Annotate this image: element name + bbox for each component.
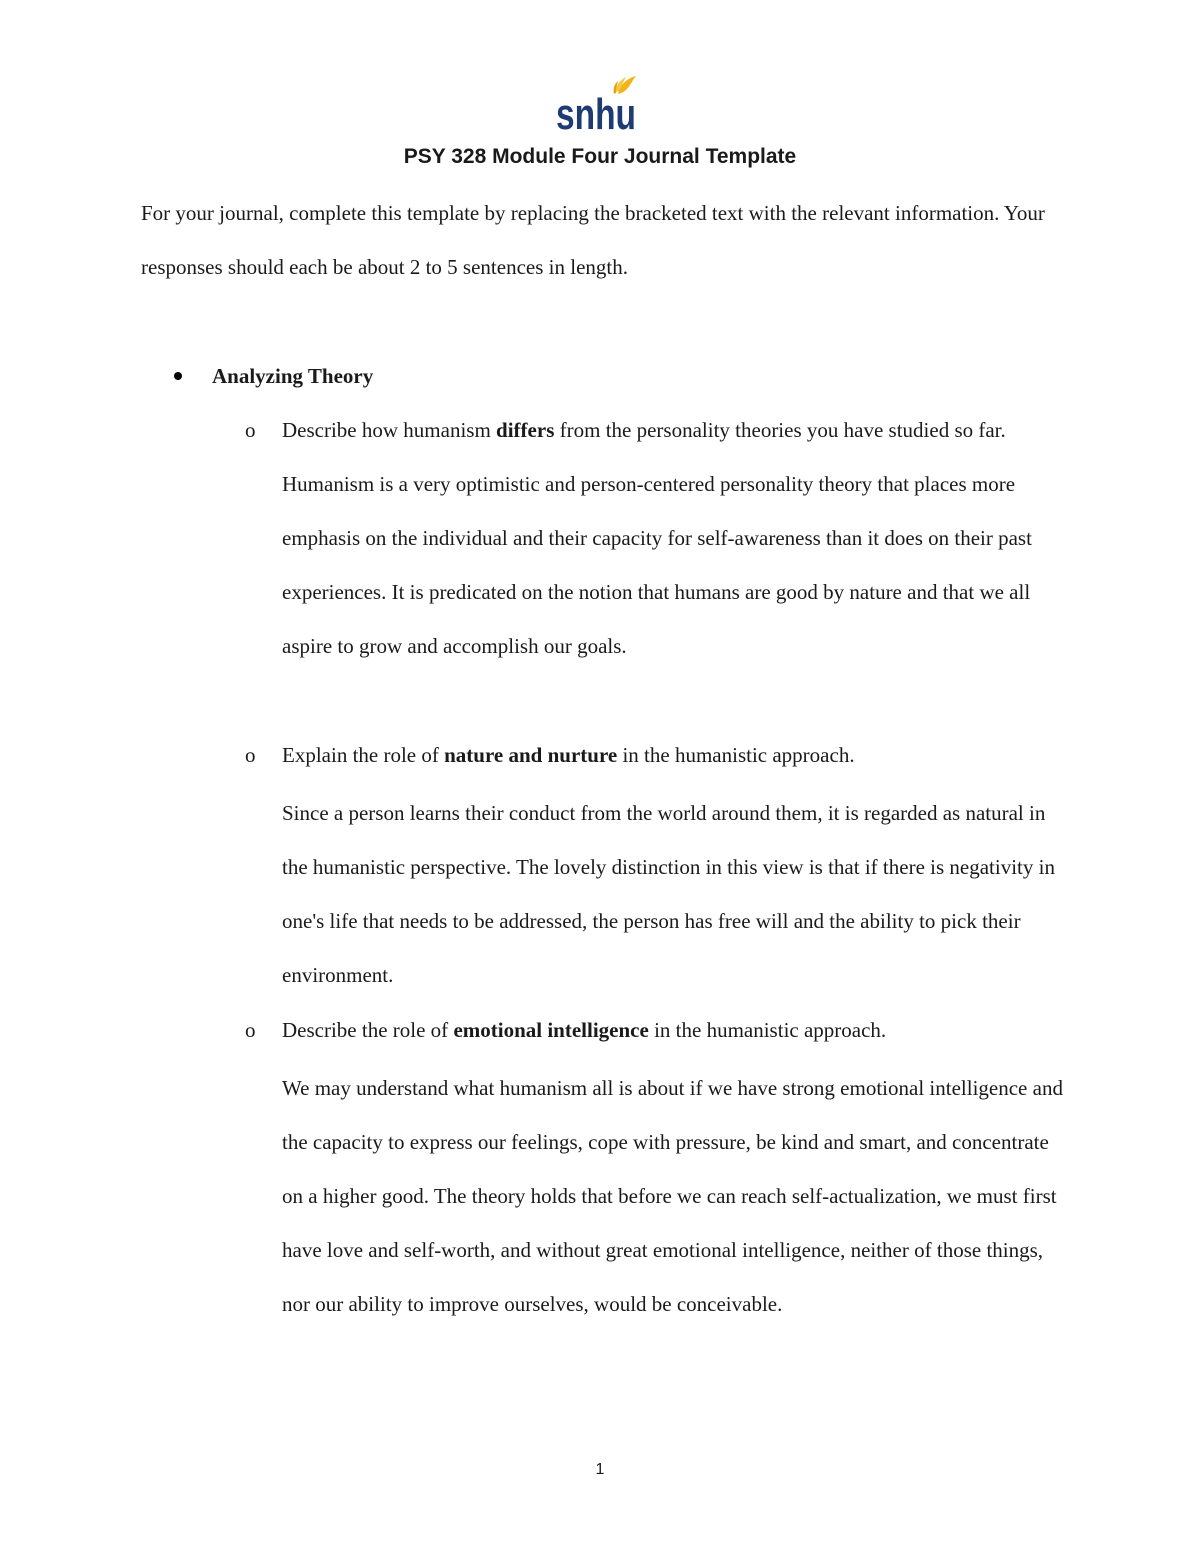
bullet-icon: [174, 372, 182, 380]
list-item-emotional-intelligence: [245, 1003, 1075, 1331]
svg-text:snhu: snhu: [556, 90, 636, 139]
prompt-text: Describe how humanism differs from the personality theories you have studied so far.: [282, 418, 1006, 442]
snhu-logo-graphic: [556, 72, 640, 139]
list-item-differs: [245, 403, 1075, 673]
sub-bullet-icon: o: [245, 743, 256, 767]
intro-paragraph: For your journal, complete this template by replacing the bracketed text with the relevant information. Your responses should each be about 2 to 5 sentences in length.: [141, 201, 1045, 279]
answer-text: Humanism is a very optimistic and person-centered personality theory that places more emphasis on the individual and their capacity for self-awareness than it does on their past experiences. It is predicated on the notion that humans are good by nature and that we all aspire to grow and accomplish our goals.: [282, 472, 1032, 658]
prompt-text: Explain the role of nature and nurture in the humanistic approach.: [282, 743, 855, 767]
page-number: 1: [595, 1461, 605, 1478]
answer-text: We may understand what humanism all is about if we have strong emotional intelligence and the capacity to express our feelings, cope with pressure, be kind and smart, and concentrate on a higher good. The theory holds that before we can reach self-actualization, we must first have love and self-worth, and without great emotional intelligence, neither of those things, nor our ability to improve ourselves, would be conceivable.: [282, 1076, 1063, 1316]
answer-text: Since a person learns their conduct from the world around them, it is regarded as natural in the humanistic perspective. The lovely distinction in this view is that if there is negativity in one's life that needs to be addressed, the person has free will and the ability to pick their environment.: [282, 801, 1055, 987]
snhu-logo: [556, 72, 640, 139]
section-label: Analyzing Theory: [212, 363, 374, 388]
sub-bullet-icon: o: [245, 418, 256, 442]
prompt-text: Describe the role of emotional intelligence in the humanistic approach.: [282, 1018, 887, 1042]
document-title: PSY 328 Module Four Journal Template: [403, 145, 797, 168]
section-analyzing-theory: [174, 349, 1074, 403]
section-heading: [174, 349, 1074, 403]
sub-bullet-icon: o: [245, 1018, 256, 1042]
list-item-nature-nurture: [245, 728, 1075, 1002]
